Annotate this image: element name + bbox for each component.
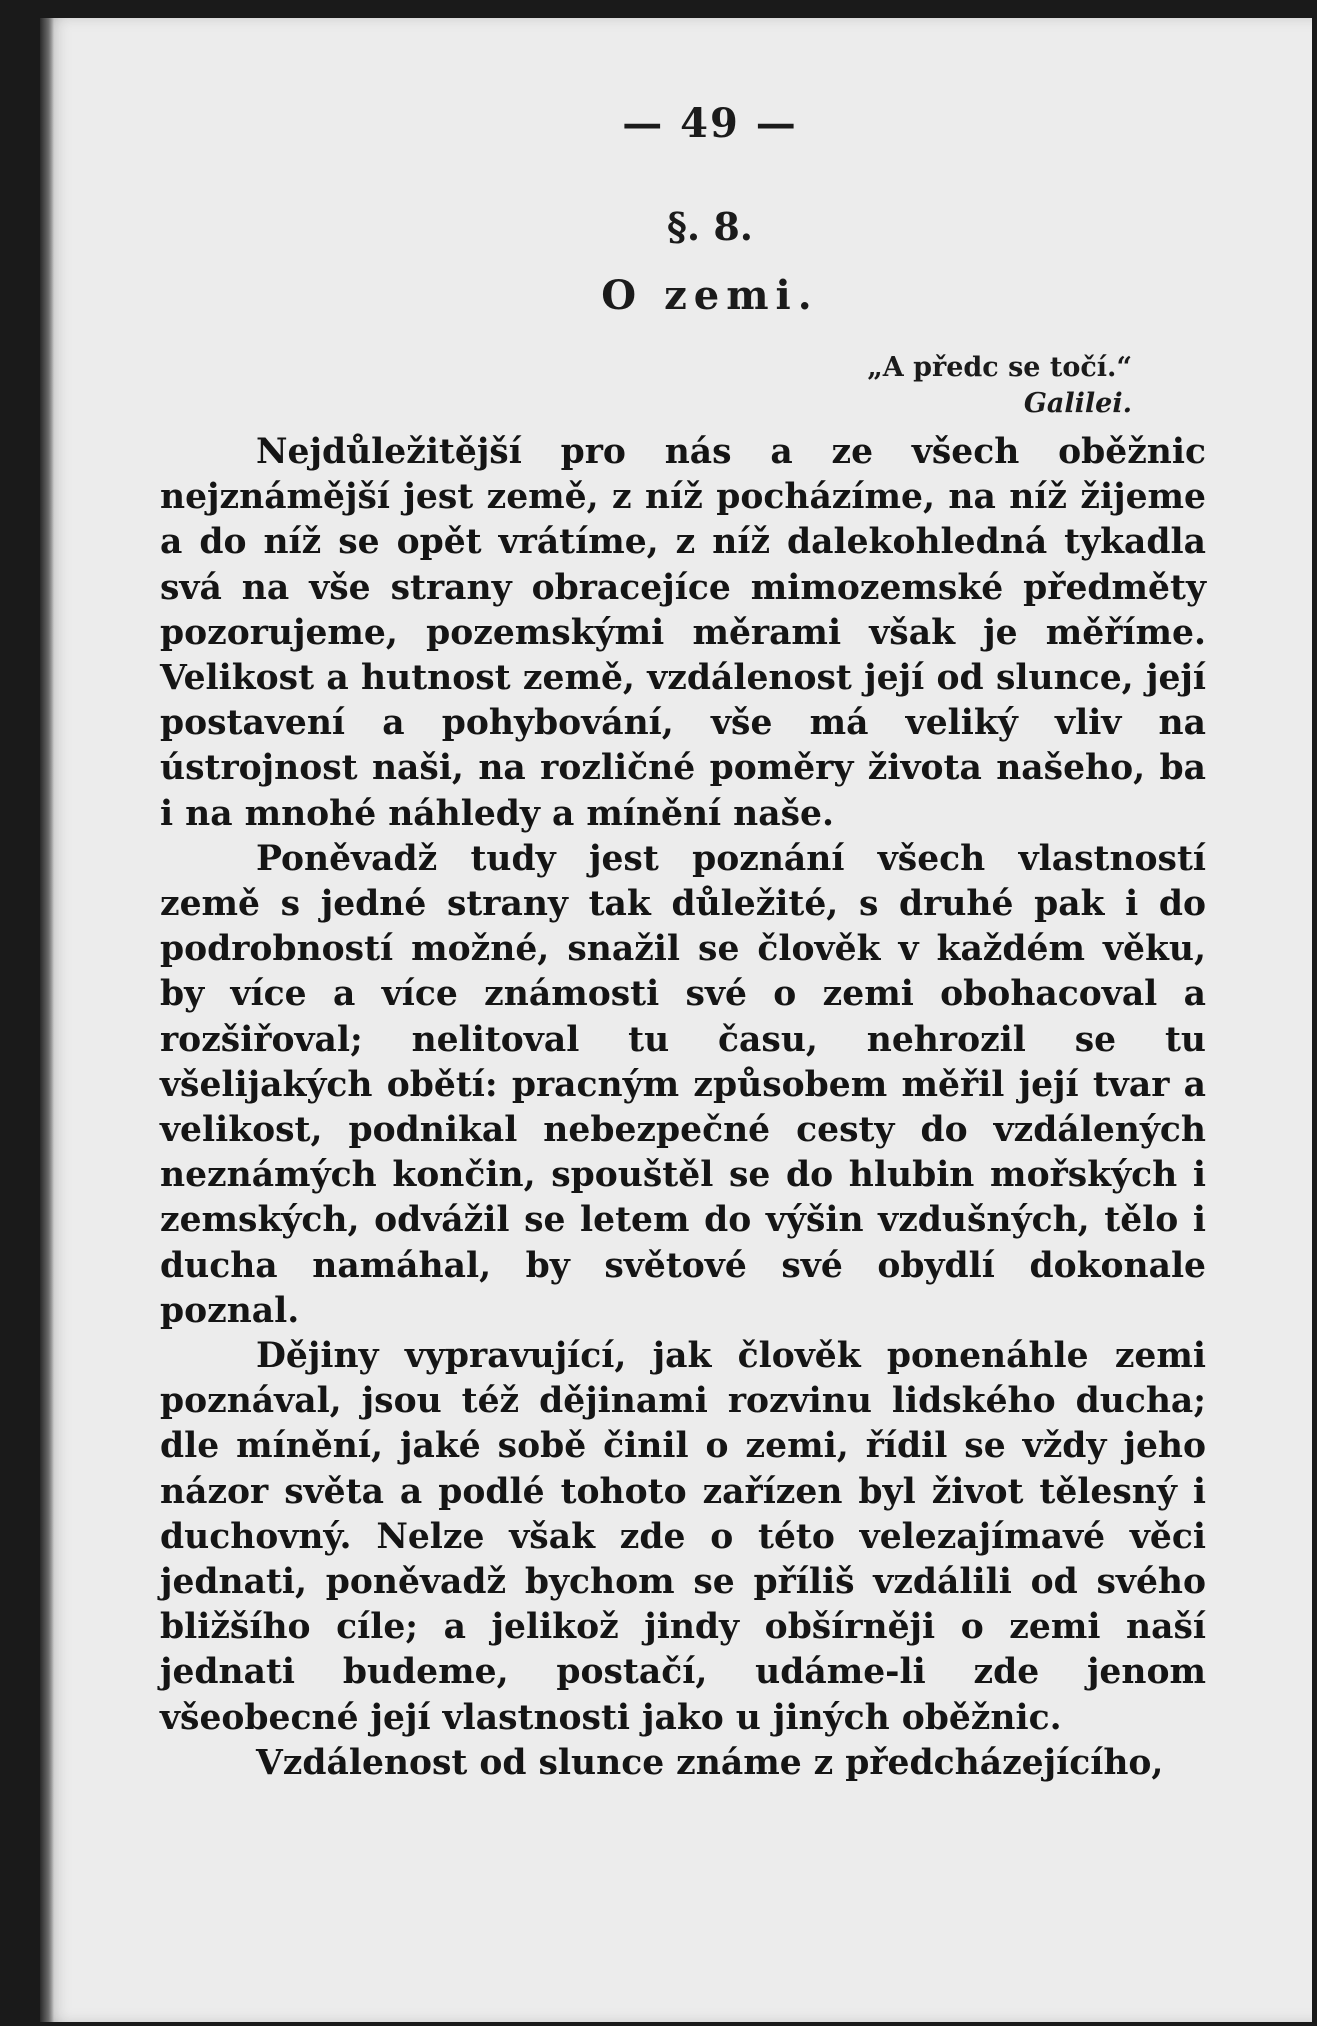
book-page <box>40 18 1312 2022</box>
paragraph: Poněvadž tudy jest poznání všech vlastností země s jedné strany tak důležité, s druhé pak i do podrobností možné, snažil se člověk v každém věku, by více a více známosti své o zemi obohacoval a rozšiřoval; nelitoval tu času, nehrozil se tu všelijakých obětí: pracným způsobem měřil její tvar a velikost, podnikal nebezpečné cesty do vzdálených neznámých končin, spouštěl se do hlubin mořských i zemských, odvážil se letem do výšin vzdušných, tělo i ducha namáhal, by světové své obydlí dokonale poznal. <box>160 838 1206 1331</box>
epigraph-author: Galilei. <box>1023 388 1132 419</box>
paragraph: Nejdůležitější pro nás a ze všech oběžnic nejznámější jest země, z níž pocházíme, na níž žijeme a do níž se opět vrátíme, z níž dalekohledná tykadla svá na vše strany obracejíce mimozemské předměty pozorujeme, pozemskými měrami však je měříme. Velikost a hutnost země, vzdálenost její od slunce, její postavení a pohybování, vše má veliký vliv na ústrojnost naši, na rozličné poměry života našeho, ba i na mnohé náhledy a mínění naše. <box>160 432 1206 834</box>
body-text <box>160 430 1206 1786</box>
page-number: — 49 — <box>622 100 798 147</box>
section-title: O zemi. <box>601 272 819 319</box>
page-binding-edge <box>40 18 54 2022</box>
epigraph <box>867 350 1132 422</box>
paragraph: Dějiny vypravující, jak člověk ponenáhle zemi poznával, jsou též dějinami rozvinu lidského ducha; dle mínění, jaké sobě činil o zemi, řídil se vždy jeho názor světa a podlé tohoto zařízen byl život tělesný i duchovný. Nelze však zde o této velezajímavé věci jednati, poněvadž bychom se příliš vzdálili od svého bližšího cíle; a jelikož jindy obšírněji o zemi naší jednati budeme, postačí, udáme-li zde jenom všeobecné její vlastnosti jako u jiných oběžnic. <box>160 1336 1206 1738</box>
section-number: §. 8. <box>666 204 753 249</box>
paragraph: Vzdálenost od slunce známe z předcházejícího, <box>256 1742 1164 1783</box>
epigraph-quote: „A předc se točí.“ <box>867 352 1132 383</box>
